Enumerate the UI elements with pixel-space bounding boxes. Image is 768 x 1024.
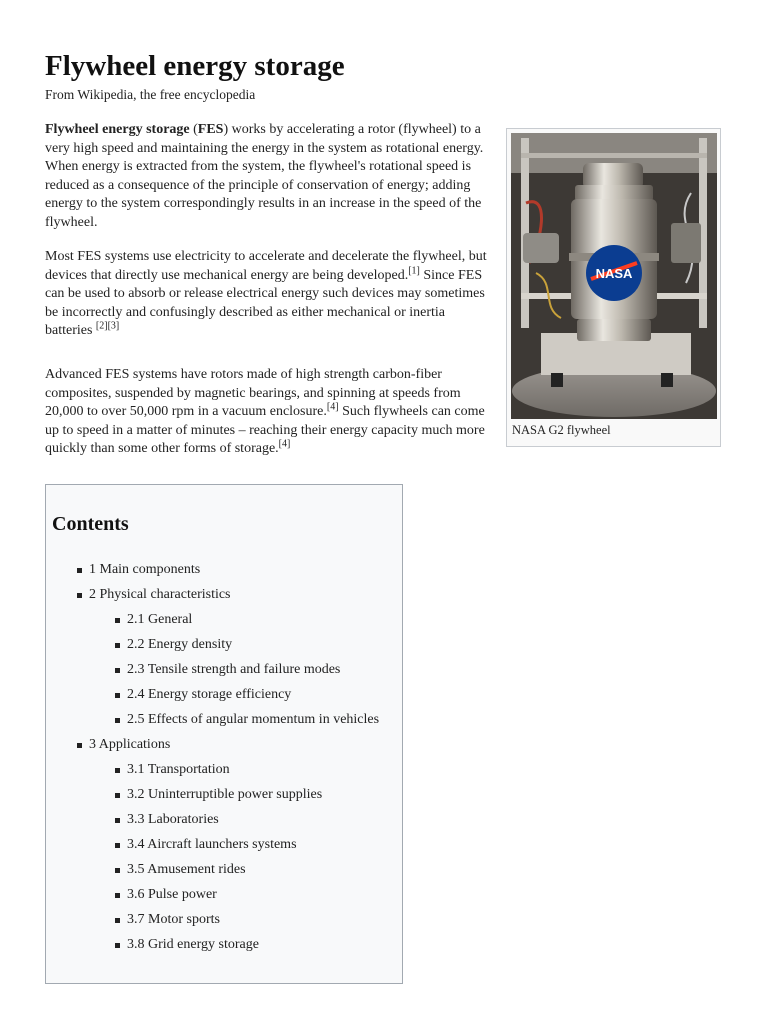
reference-link[interactable]: [3] <box>107 320 120 332</box>
toc-item[interactable]: 3.1 Transportation <box>127 762 230 777</box>
toc-item[interactable]: 2.5 Effects of angular momentum in vehicles <box>127 712 380 727</box>
toc-item[interactable]: 3.8 Grid energy storage <box>127 937 259 952</box>
text-segment: Such flywheels can come up to speed in a matter of minutes – reaching their energy capacity much more quickly than some other forms of storage. <box>45 404 485 456</box>
toc-title: Contents <box>52 513 129 535</box>
page-title: Flywheel energy storage <box>45 50 345 82</box>
flywheel-photo[interactable] <box>511 133 717 419</box>
flywheel-illustration <box>511 133 717 419</box>
intro-paragraph-3 <box>45 366 490 459</box>
toc-item[interactable]: 1 Main components <box>89 562 201 577</box>
text-segment: ( <box>189 122 198 137</box>
toc-item[interactable]: 3 Applications <box>89 737 171 752</box>
abbr-bold: FES <box>197 122 224 137</box>
toc-item[interactable]: 3.6 Pulse power <box>127 887 217 902</box>
page-subtitle: From Wikipedia, the free encyclopedia <box>45 87 256 102</box>
reference-link[interactable]: [1] <box>408 264 420 276</box>
toc-item[interactable]: 2.2 Energy density <box>127 637 233 652</box>
toc-item[interactable]: 2.3 Tensile strength and failure modes <box>127 662 341 677</box>
toc-item[interactable]: 3.2 Uninterruptible power supplies <box>127 787 323 802</box>
toc-item[interactable]: 2.4 Energy storage efficiency <box>127 687 292 702</box>
text-segment: Since FES can be used to absorb or release electrical energy such devices may sometimes be incorrectly and confusingly described as either mechanical or inertia batteries <box>45 267 485 338</box>
figure-caption: NASA G2 flywheel <box>512 423 611 437</box>
text-segment: ) works by accelerating a rotor (flywheel) to a very high speed and maintaining the energy in the system as rotational energy. When energy is extracted from the system, the flywheel's rotational speed is reduced as a consequence of the principle of conservation of energy; adding energy to the system correspondingly results in an increase in the speed of the flywheel. <box>45 122 484 230</box>
toc-item[interactable]: 3.7 Motor sports <box>127 912 220 927</box>
nasa-logo-text: NASA <box>595 266 633 281</box>
infobox-figure <box>506 128 721 447</box>
reference-link[interactable]: [2] <box>95 320 108 332</box>
toc-item[interactable]: 3.5 Amusement rides <box>127 862 246 877</box>
reference-link[interactable]: [4] <box>326 401 339 413</box>
term-bold: Flywheel energy storage <box>45 122 190 137</box>
text-segment: Advanced FES systems have rotors made of high strength carbon-fiber composites, suspended by magnetic bearings, and spinning at speeds from 20,000 to over 50,000 rpm in a vacuum enclosure. <box>45 367 461 419</box>
reference-link[interactable]: [4] <box>278 438 291 450</box>
intro-paragraph-2 <box>45 248 490 341</box>
toc-item[interactable]: 3.3 Laboratories <box>127 812 219 827</box>
text-segment: Most FES systems use electricity to accelerate and decelerate the flywheel, but devices that directly use mechanical energy are being developed. <box>45 249 487 283</box>
toc-item[interactable]: 3.4 Aircraft launchers systems <box>127 837 297 852</box>
intro-paragraph-1 <box>45 121 490 232</box>
table-of-contents <box>45 484 403 984</box>
toc-item[interactable]: 2 Physical characteristics <box>89 587 231 602</box>
toc-item[interactable]: 2.1 General <box>127 612 193 627</box>
